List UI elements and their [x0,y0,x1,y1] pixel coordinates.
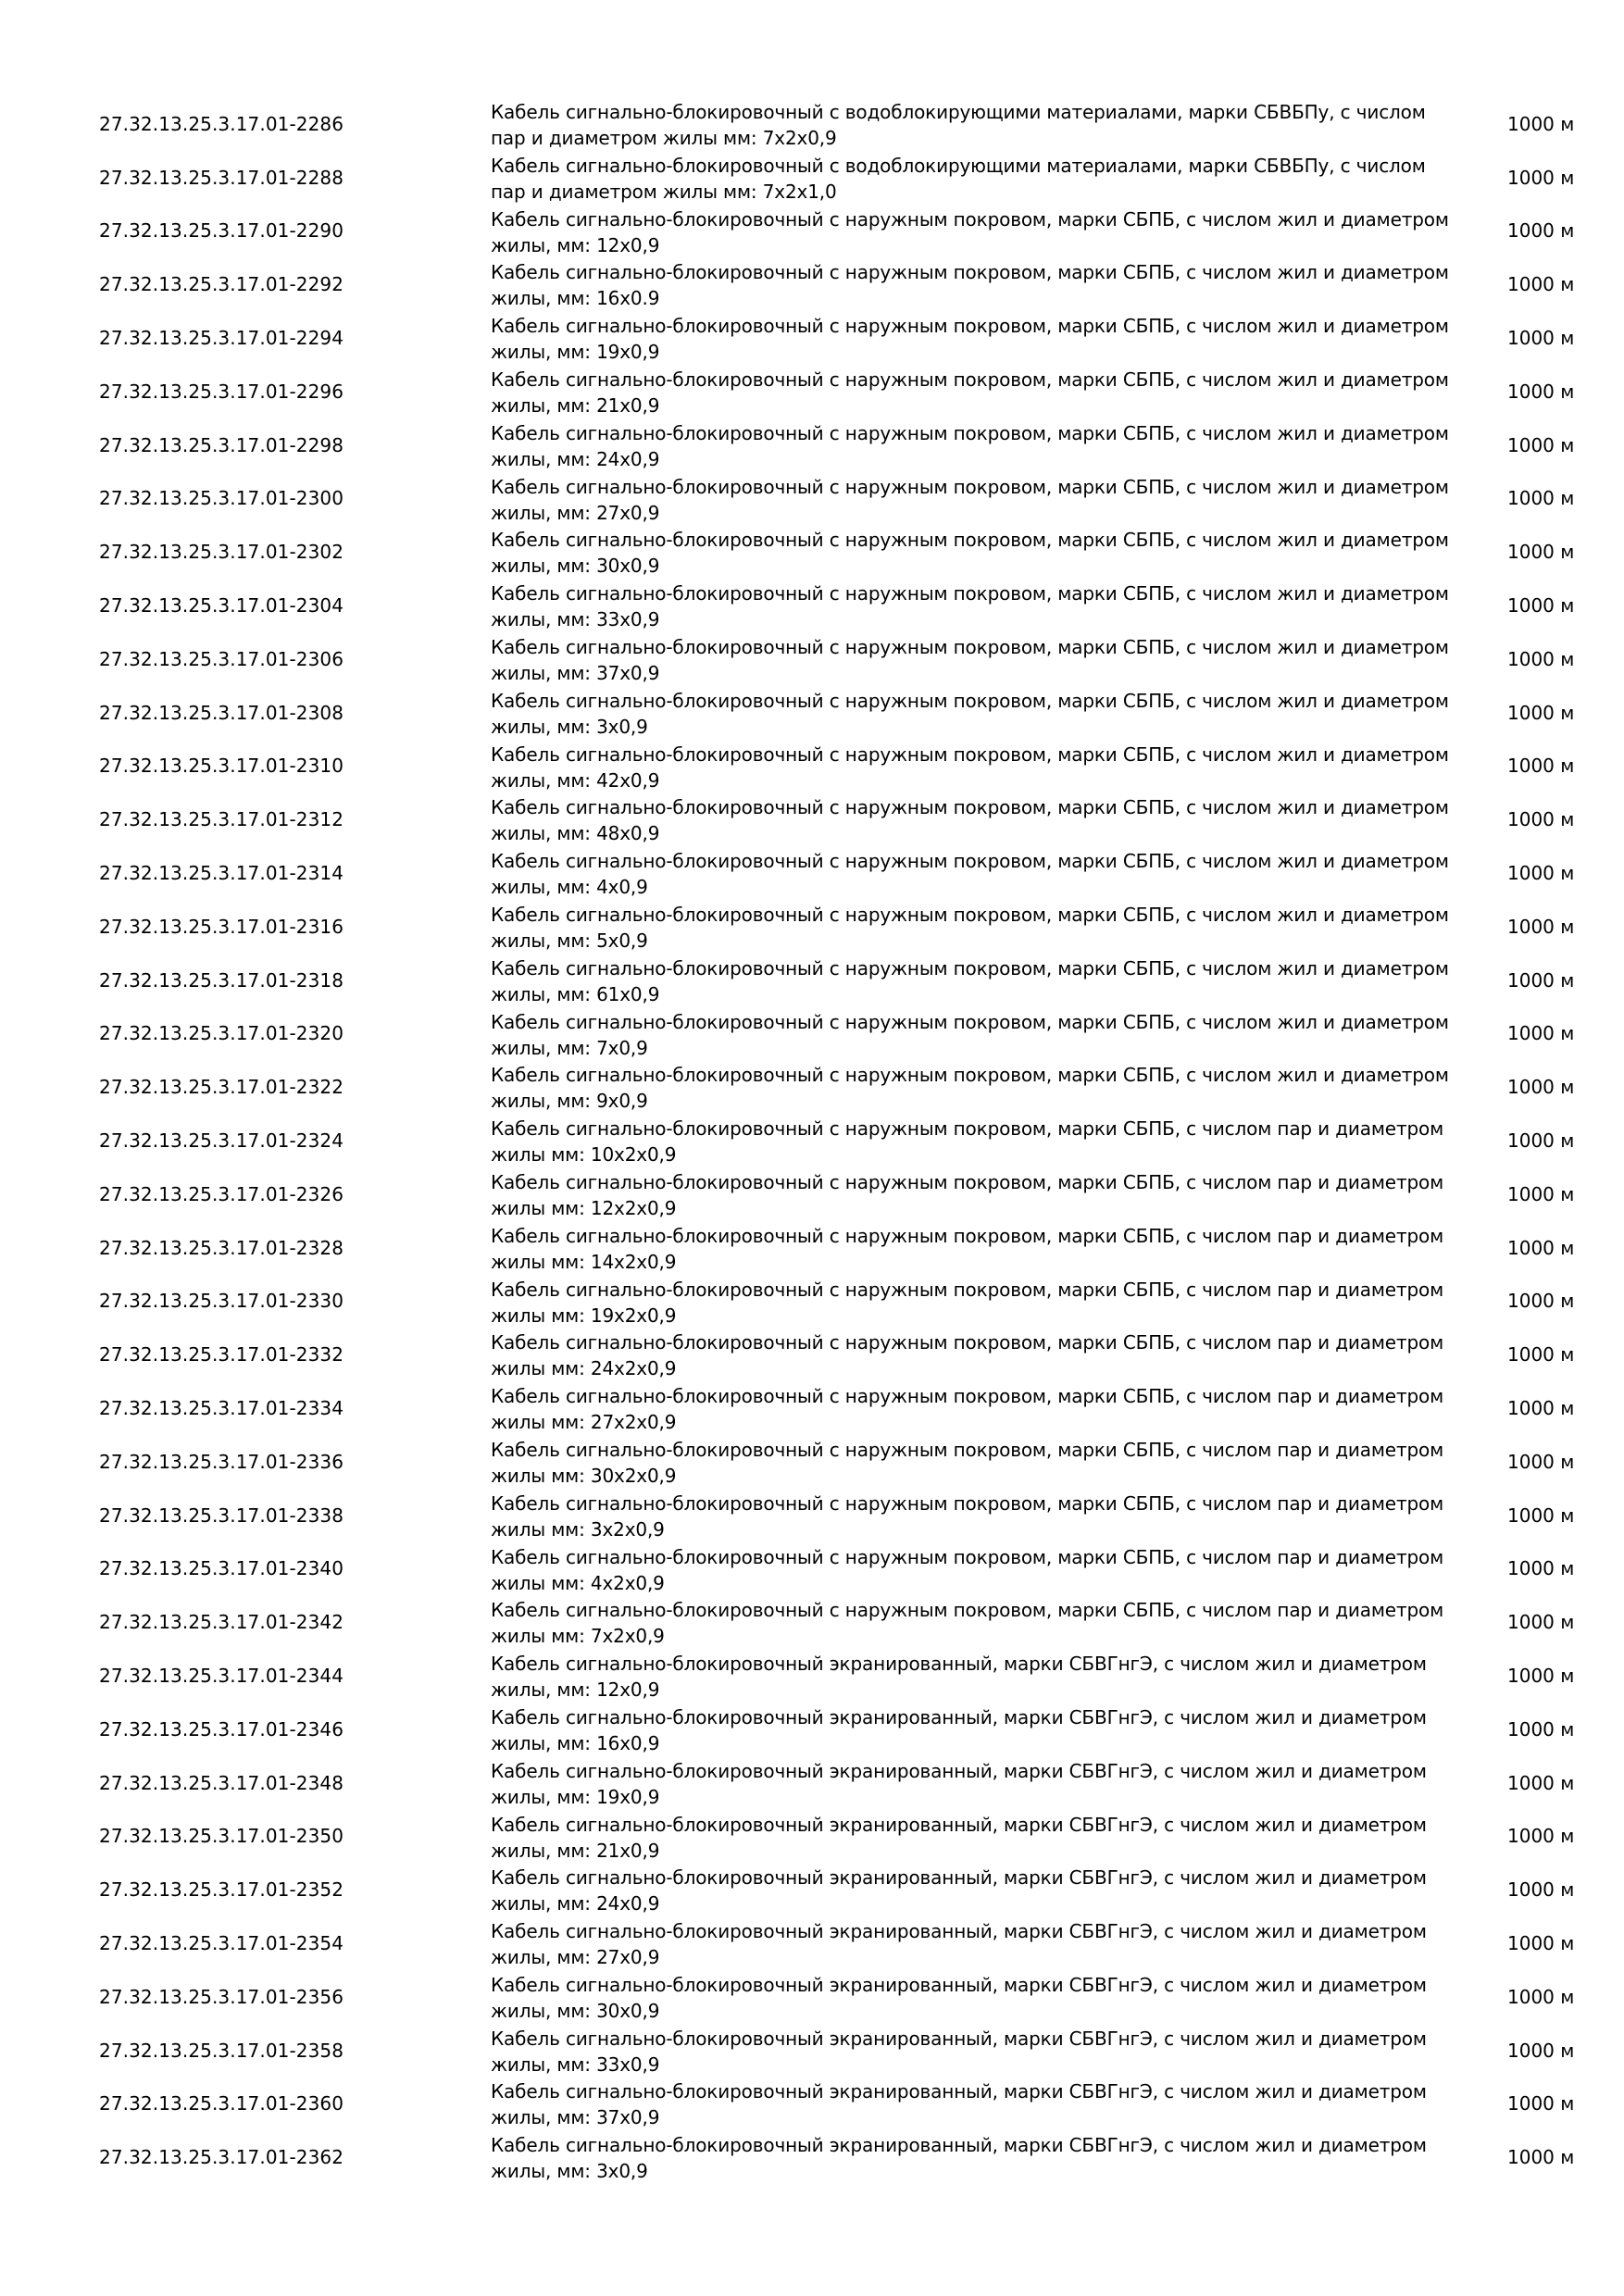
table-row [0,1649,1624,1703]
table-row [0,579,1624,632]
table-row [0,632,1624,686]
resource-code: 27.32.13.25.3.17.01-2310 [99,755,344,778]
resource-description: Кабель сигнально-блокировочный с водоблокирующими материалами, марки СБВБПу, с числом пар и диаметром жилы мм: 7х2х1,0 [491,154,1426,203]
table-row [0,97,1624,151]
measurement-unit: 1000 м [1507,1985,1575,2008]
resource-description: Кабель сигнально-блокировочный экранированный, марки СБВГнгЭ, с числом жил и диаметром жилы, мм: 16х0,9 [491,1705,1427,1754]
resource-description: Кабель сигнально-блокировочный экранированный, марки СБВГнгЭ, с числом жил и диаметром жилы, мм: 19х0,9 [491,1759,1427,1808]
resource-description: Кабель сигнально-блокировочный с наружным покровом, марки СБПБ, с числом жил и диаметром жилы, мм: 37х0,9 [491,635,1449,684]
table-row [0,1221,1624,1275]
resource-code: 27.32.13.25.3.17.01-2288 [99,166,344,189]
measurement-unit: 1000 м [1507,1878,1575,1902]
resource-code: 27.32.13.25.3.17.01-2324 [99,1129,344,1153]
resource-code: 27.32.13.25.3.17.01-2354 [99,1931,344,1954]
resource-code: 27.32.13.25.3.17.01-2344 [99,1665,344,1687]
resource-code: 27.32.13.25.3.17.01-2286 [99,112,344,135]
measurement-unit: 1000 м [1507,1076,1575,1099]
resource-code: 27.32.13.25.3.17.01-2358 [99,2039,344,2062]
table-row [0,954,1624,1007]
measurement-unit: 1000 м [1507,1129,1575,1153]
resource-code: 27.32.13.25.3.17.01-2294 [99,327,344,350]
table-row [0,900,1624,954]
resource-code: 27.32.13.25.3.17.01-2328 [99,1236,344,1259]
measurement-unit: 1000 м [1507,112,1575,135]
resource-code: 27.32.13.25.3.17.01-2304 [99,594,344,618]
table-row [0,1863,1624,1916]
resource-code: 27.32.13.25.3.17.01-2348 [99,1771,344,1794]
resource-description: Кабель сигнально-блокировочный с наружным покровом, марки СБПБ, с числом пар и диаметром жилы мм: 30х2х0,9 [491,1438,1444,1487]
resource-description: Кабель сигнально-блокировочный с наружным покровом, марки СБПБ, с числом жил и диаметром жилы, мм: 3х0,9 [491,689,1449,738]
resource-code: 27.32.13.25.3.17.01-2322 [99,1076,344,1099]
resource-code: 27.32.13.25.3.17.01-2318 [99,968,344,992]
measurement-unit: 1000 м [1507,541,1575,564]
resource-description: Кабель сигнально-блокировочный экранированный, марки СБВГнгЭ, с числом жил и диаметром жилы, мм: 3х0,9 [491,2134,1427,2183]
resource-code: 27.32.13.25.3.17.01-2352 [99,1878,344,1902]
table-row [0,1810,1624,1864]
table-row [0,846,1624,900]
resource-description: Кабель сигнально-блокировочный экранированный, марки СБВГнгЭ, с числом жил и диаметром жилы, мм: 30х0,9 [491,1973,1427,2022]
table-row [0,2077,1624,2130]
resource-code: 27.32.13.25.3.17.01-2330 [99,1290,344,1313]
measurement-unit: 1000 м [1507,1504,1575,1527]
resource-description: Кабель сигнально-блокировочный с наружным покровом, марки СБПБ, с числом пар и диаметром жилы мм: 4х2х0,9 [491,1545,1444,1594]
table-row [0,311,1624,365]
table-row [0,472,1624,526]
resource-description: Кабель сигнально-блокировочный с водоблокирующими материалами, марки СБВБПу, с числом пар и диаметром жилы мм: 7х2х0,9 [491,101,1426,149]
table-row [0,525,1624,579]
resource-code: 27.32.13.25.3.17.01-2326 [99,1182,344,1205]
resource-code: 27.32.13.25.3.17.01-2350 [99,1825,344,1848]
resource-code: 27.32.13.25.3.17.01-2290 [99,219,344,243]
measurement-unit: 1000 м [1507,380,1575,403]
resource-code: 27.32.13.25.3.17.01-2306 [99,647,344,670]
table-row [0,740,1624,793]
resource-description: Кабель сигнально-блокировочный с наружным покровом, марки СБПБ, с числом жил и диаметром жилы, мм: 61х0,9 [491,956,1449,1005]
resource-code: 27.32.13.25.3.17.01-2360 [99,2092,344,2115]
measurement-unit: 1000 м [1507,647,1575,670]
table-row [0,1703,1624,1756]
resource-code: 27.32.13.25.3.17.01-2308 [99,701,344,724]
table-row [0,1275,1624,1329]
measurement-unit: 1000 м [1507,862,1575,885]
measurement-unit: 1000 м [1507,166,1575,189]
price-table [0,97,1624,2184]
table-row [0,1595,1624,1649]
resource-code: 27.32.13.25.3.17.01-2336 [99,1450,344,1473]
table-row [0,1435,1624,1489]
resource-description: Кабель сигнально-блокировочный с наружным покровом, марки СБПБ, с числом жил и диаметром жилы, мм: 16х0.9 [491,261,1449,310]
measurement-unit: 1000 м [1507,701,1575,724]
resource-description: Кабель сигнально-блокировочный с наружным покровом, марки СБПБ, с числом жил и диаметром жилы, мм: 24х0,9 [491,421,1449,470]
measurement-unit: 1000 м [1507,2146,1575,2169]
measurement-unit: 1000 м [1507,1236,1575,1259]
measurement-unit: 1000 м [1507,1290,1575,1313]
resource-description: Кабель сигнально-блокировочный экранированный, марки СБВГнгЭ, с числом жил и диаметром жилы, мм: 27х0,9 [491,1920,1427,1969]
resource-code: 27.32.13.25.3.17.01-2292 [99,273,344,296]
resource-description: Кабель сигнально-блокировочный с наружным покровом, марки СБПБ, с числом пар и диаметром жилы мм: 24х2х0,9 [491,1331,1444,1380]
measurement-unit: 1000 м [1507,1397,1575,1420]
measurement-unit: 1000 м [1507,1450,1575,1473]
resource-description: Кабель сигнально-блокировочный с наружным покровом, марки СБПБ, с числом жил и диаметром жилы, мм: 21х0,9 [491,368,1449,417]
table-row [0,365,1624,418]
resource-code: 27.32.13.25.3.17.01-2342 [99,1611,344,1634]
resource-code: 27.32.13.25.3.17.01-2346 [99,1717,344,1741]
resource-description: Кабель сигнально-блокировочный с наружным покровом, марки СБПБ, с числом жил и диаметром жилы, мм: 7х0,9 [491,1010,1449,1059]
resource-description: Кабель сигнально-блокировочный с наружным покровом, марки СБПБ, с числом жил и диаметром жилы, мм: 30х0,9 [491,529,1449,578]
measurement-unit: 1000 м [1507,2039,1575,2062]
resource-description: Кабель сигнально-блокировочный с наружным покровом, марки СБПБ, с числом жил и диаметром жилы, мм: 12х0,9 [491,207,1449,256]
resource-description: Кабель сигнально-блокировочный экранированный, марки СБВГнгЭ, с числом жил и диаметром жилы, мм: 37х0,9 [491,2080,1427,2129]
table-row [0,1970,1624,2024]
table-row [0,1756,1624,1810]
resource-code: 27.32.13.25.3.17.01-2334 [99,1397,344,1420]
resource-code: 27.32.13.25.3.17.01-2362 [99,2146,344,2169]
resource-description: Кабель сигнально-блокировочный с наружным покровом, марки СБПБ, с числом пар и диаметром жилы мм: 3х2х0,9 [491,1491,1444,1541]
resource-code: 27.32.13.25.3.17.01-2312 [99,808,344,831]
table-row [0,1167,1624,1221]
resource-description: Кабель сигнально-блокировочный с наружным покровом, марки СБПБ, с числом пар и диаметром жилы мм: 10х2х0,9 [491,1117,1444,1167]
table-row [0,257,1624,311]
table-row [0,1916,1624,1970]
resource-description: Кабель сигнально-блокировочный с наружным покровом, марки СБПБ, с числом пар и диаметром жилы мм: 7х2х0,9 [491,1599,1444,1648]
resource-code: 27.32.13.25.3.17.01-2314 [99,862,344,885]
resource-code: 27.32.13.25.3.17.01-2356 [99,1985,344,2008]
table-row [0,418,1624,472]
measurement-unit: 1000 м [1507,755,1575,778]
table-row [0,2130,1624,2184]
measurement-unit: 1000 м [1507,1611,1575,1634]
measurement-unit: 1000 м [1507,1931,1575,1954]
resource-description: Кабель сигнально-блокировочный экранированный, марки СБВГнгЭ, с числом жил и диаметром жилы, мм: 21х0,9 [491,1813,1427,1862]
table-row [0,1489,1624,1542]
resource-description: Кабель сигнально-блокировочный с наружным покровом, марки СБПБ, с числом пар и диаметром жилы мм: 27х2х0,9 [491,1385,1444,1434]
measurement-unit: 1000 м [1507,1665,1575,1687]
measurement-unit: 1000 м [1507,219,1575,243]
resource-code: 27.32.13.25.3.17.01-2300 [99,487,344,510]
resource-description: Кабель сигнально-блокировочный с наружным покровом, марки СБПБ, с числом жил и диаметром жилы, мм: 33х0,9 [491,582,1449,631]
resource-description: Кабель сигнально-блокировочный с наружным покровом, марки СБПБ, с числом пар и диаметром жилы мм: 19х2х0,9 [491,1278,1444,1327]
resource-code: 27.32.13.25.3.17.01-2316 [99,915,344,938]
resource-code: 27.32.13.25.3.17.01-2320 [99,1022,344,1045]
measurement-unit: 1000 м [1507,968,1575,992]
resource-description: Кабель сигнально-блокировочный экранированный, марки СБВГнгЭ, с числом жил и диаметром жилы, мм: 12х0,9 [491,1653,1427,1702]
resource-code: 27.32.13.25.3.17.01-2338 [99,1504,344,1527]
measurement-unit: 1000 м [1507,1557,1575,1580]
measurement-unit: 1000 м [1507,487,1575,510]
table-row [0,1114,1624,1167]
resource-description: Кабель сигнально-блокировочный с наружным покровом, марки СБПБ, с числом жил и диаметром жилы, мм: 4х0,9 [491,850,1449,899]
measurement-unit: 1000 м [1507,327,1575,350]
table-row [0,205,1624,258]
measurement-unit: 1000 м [1507,1182,1575,1205]
resource-code: 27.32.13.25.3.17.01-2332 [99,1343,344,1366]
measurement-unit: 1000 м [1507,915,1575,938]
measurement-unit: 1000 м [1507,594,1575,618]
resource-description: Кабель сигнально-блокировочный с наружным покровом, марки СБПБ, с числом жил и диаметром жилы, мм: 42х0,9 [491,742,1449,792]
resource-description: Кабель сигнально-блокировочный с наружным покровом, марки СБПБ, с числом пар и диаметром жилы мм: 14х2х0,9 [491,1224,1444,1273]
resource-description: Кабель сигнально-блокировочный с наружным покровом, марки СБПБ, с числом жил и диаметром жилы, мм: 5х0,9 [491,903,1449,952]
table-row [0,792,1624,846]
resource-description: Кабель сигнально-блокировочный экранированный, марки СБВГнгЭ, с числом жил и диаметром жилы, мм: 24х0,9 [491,1866,1427,1915]
resource-description: Кабель сигнально-блокировочный экранированный, марки СБВГнгЭ, с числом жил и диаметром жилы, мм: 33х0,9 [491,2027,1427,2076]
table-row [0,1007,1624,1061]
measurement-unit: 1000 м [1507,1717,1575,1741]
resource-code: 27.32.13.25.3.17.01-2340 [99,1557,344,1580]
measurement-unit: 1000 м [1507,273,1575,296]
resource-description: Кабель сигнально-блокировочный с наружным покровом, марки СБПБ, с числом жил и диаметром жилы, мм: 48х0,9 [491,796,1449,845]
table-row [0,151,1624,205]
resource-code: 27.32.13.25.3.17.01-2302 [99,541,344,564]
measurement-unit: 1000 м [1507,2092,1575,2115]
measurement-unit: 1000 м [1507,1825,1575,1848]
table-row [0,1060,1624,1114]
table-row [0,1381,1624,1435]
measurement-unit: 1000 м [1507,1771,1575,1794]
resource-code: 27.32.13.25.3.17.01-2296 [99,380,344,403]
table-row [0,1328,1624,1381]
measurement-unit: 1000 м [1507,1022,1575,1045]
measurement-unit: 1000 м [1507,808,1575,831]
measurement-unit: 1000 м [1507,433,1575,456]
resource-description: Кабель сигнально-блокировочный с наружным покровом, марки СБПБ, с числом жил и диаметром жилы, мм: 19х0,9 [491,315,1449,364]
resource-description: Кабель сигнально-блокировочный с наружным покровом, марки СБПБ, с числом жил и диаметром жилы, мм: 9х0,9 [491,1064,1449,1113]
table-row [0,1542,1624,1596]
measurement-unit: 1000 м [1507,1343,1575,1366]
resource-description: Кабель сигнально-блокировочный с наружным покровом, марки СБПБ, с числом жил и диаметром жилы, мм: 27х0,9 [491,475,1449,524]
resource-code: 27.32.13.25.3.17.01-2298 [99,433,344,456]
resource-description: Кабель сигнально-блокировочный с наружным покровом, марки СБПБ, с числом пар и диаметром жилы мм: 12х2х0,9 [491,1170,1444,1219]
table-row [0,2024,1624,2078]
table-row [0,686,1624,740]
